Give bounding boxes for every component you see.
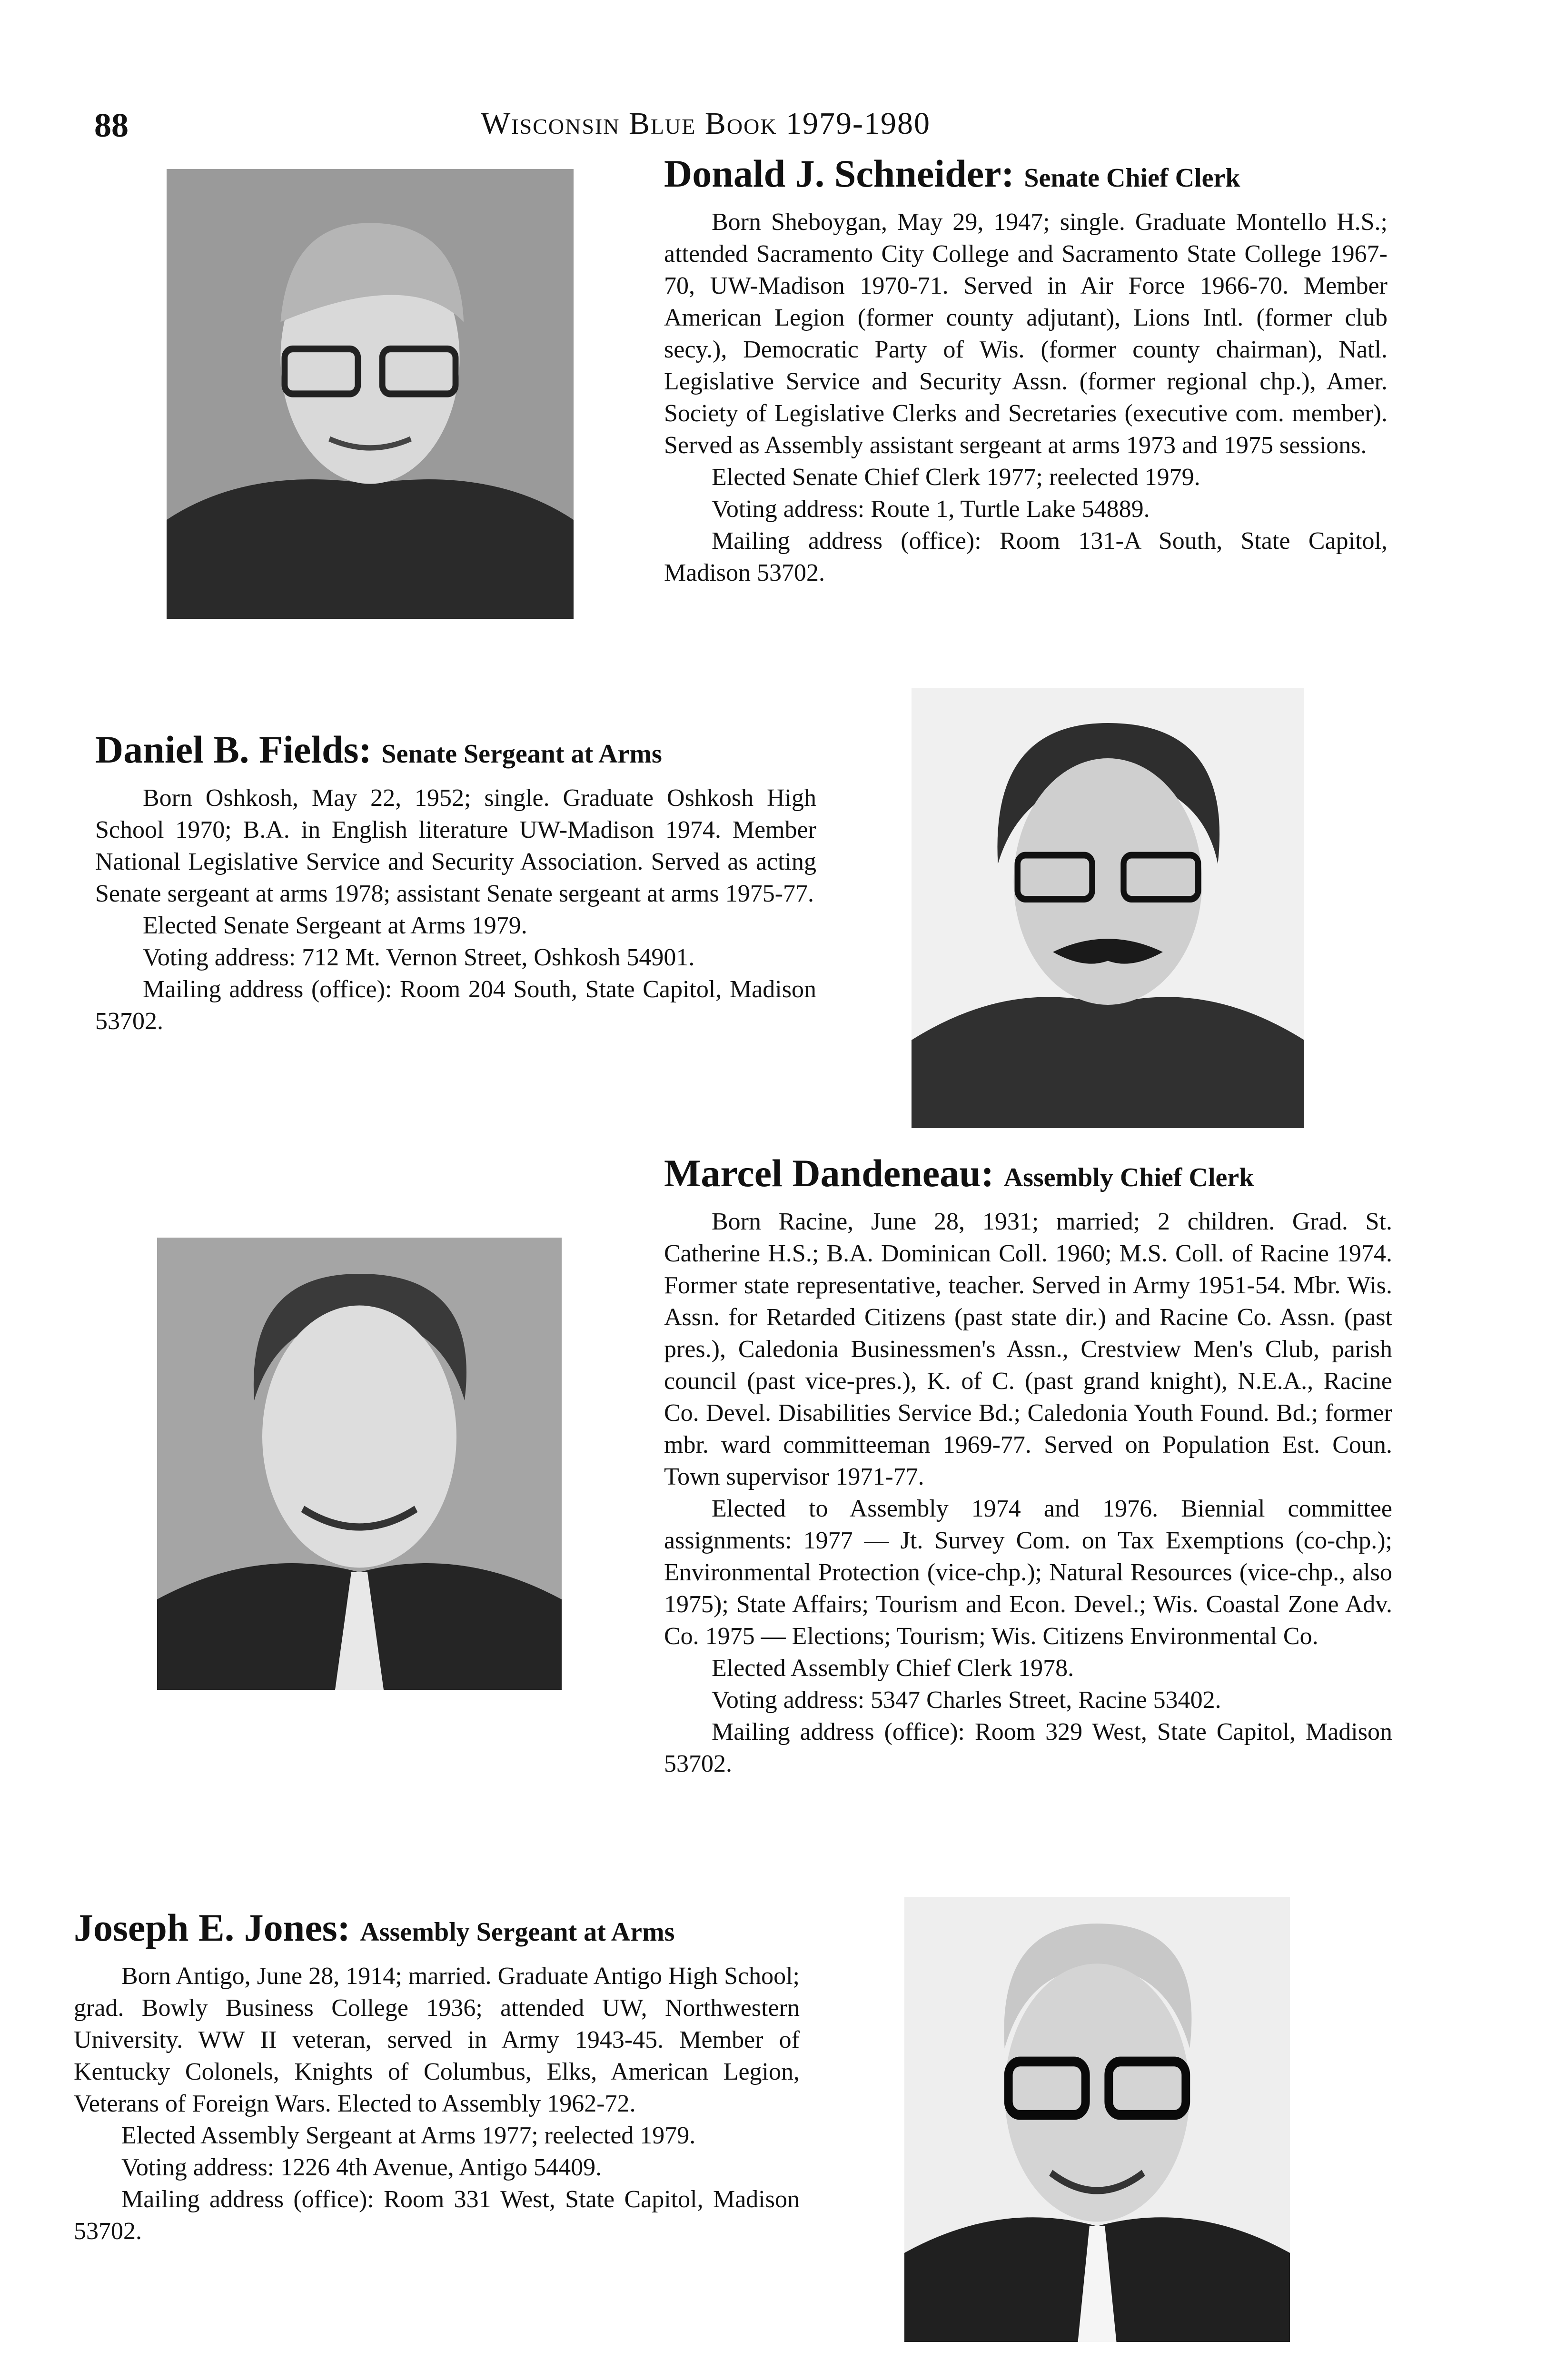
person-role: Assembly Chief Clerk xyxy=(1003,1163,1254,1192)
bio-heading-schneider xyxy=(664,152,1387,199)
bio-heading-jones xyxy=(74,1906,800,1954)
person-name: Joseph E. Jones: xyxy=(74,1906,350,1949)
person-name: Donald J. Schneider: xyxy=(664,152,1014,195)
voting-address: Voting address: Route 1, Turtle Lake 54889. xyxy=(712,496,1150,523)
bio-paragraph: Born Antigo, June 28, 1914; married. Graduate Antigo High School; grad. Bowly Business College 1936; attended UW, Northwestern University. WW II veteran, served in Army 1943-45. Member of Kentucky Colonels, Knights of Columbus, Elks, American Legion, Veterans of Foreign Wars. Elected to Assembly 1962-72. xyxy=(74,1963,800,2117)
mailing-address: Mailing address (office): Room 331 West, State Capitol, Madison 53702. xyxy=(74,2186,800,2245)
mailing-address: Mailing address (office): Room 329 West, State Capitol, Madison 53702. xyxy=(664,1718,1392,1777)
portrait-photo-dandeneau xyxy=(157,1238,562,1690)
voting-address: Voting address: 712 Mt. Vernon Street, Oshkosh 54901. xyxy=(143,944,695,971)
mailing-address: Mailing address (office): Room 204 South, State Capitol, Madison 53702. xyxy=(95,976,816,1035)
bio-fields xyxy=(95,728,816,1037)
bio-dandeneau xyxy=(664,1152,1392,1780)
portrait-photo-schneider xyxy=(167,169,574,619)
bio-jones xyxy=(74,1906,800,2247)
bio-paragraph: Elected Assembly Sergeant at Arms 1977; reelected 1979. xyxy=(121,2122,696,2149)
bio-paragraph: Elected Assembly Chief Clerk 1978. xyxy=(712,1655,1074,1682)
bio-paragraph: Elected Senate Chief Clerk 1977; reelected 1979. xyxy=(712,464,1200,491)
portrait-photo-jones xyxy=(904,1897,1290,2342)
page-number: 88 xyxy=(94,106,129,144)
mailing-address: Mailing address (office): Room 131-A South, State Capitol, Madison 53702. xyxy=(664,527,1387,586)
bio-paragraph: Born Oshkosh, May 22, 1952; single. Graduate Oshkosh High School 1970; B.A. in English literature UW-Madison 1974. Member National Legislative Service and Security Association. Served as acting Senate sergeant at arms 1978; assistant Senate sergeant at arms 1975-77. xyxy=(95,784,816,907)
running-title: Wisconsin Blue Book 1979-1980 xyxy=(481,106,931,141)
portrait-photo-fields xyxy=(912,688,1304,1128)
person-role: Senate Chief Clerk xyxy=(1024,163,1240,193)
bio-paragraph: Born Racine, June 28, 1931; married; 2 children. Grad. St. Catherine H.S.; B.A. Dominican Coll. 1960; M.S. Coll. of Racine 1974. Former state representative, teacher. Served in Army 1951-54. Mbr. Wis. Assn. for Retarded Citizens (past state dir.) and Racine Co. Assn. (past pres.), Caledonia Businessmen's Assn., Crestview Men's Club, parish council (past vice-pres.), K. of C. (past grand knight), N.E.A., Racine Co. Devel. Disabilities Service Bd.; Caledonia Youth Found. Bd.; former mbr. ward committeeman 1969-77. Served on Population Est. Coun. Town supervisor 1971-77. xyxy=(664,1208,1392,1490)
bio-schneider xyxy=(664,152,1387,589)
bio-paragraph: Elected Senate Sergeant at Arms 1979. xyxy=(143,912,527,939)
person-role: Senate Sergeant at Arms xyxy=(381,739,662,769)
bio-paragraph: Born Sheboygan, May 29, 1947; single. Graduate Montello H.S.; attended Sacramento City College and Sacramento State College 1967-70, UW-Madison 1970-71. Served in Air Force 1966-70. Member American Legion (former county adjutant), Lions Intl. (former club secy.), Democratic Party of Wis. (former county chairman), Natl. Legislative Service and Security Assn. (former regional chp.), Amer. Society of Legislative Clerks and Secretaries (executive com. member). Served as Assembly assistant sergeant at arms 1973 and 1975 sessions. xyxy=(664,208,1387,459)
person-role: Assembly Sergeant at Arms xyxy=(360,1917,675,1947)
person-name: Daniel B. Fields: xyxy=(95,728,372,771)
voting-address: Voting address: 5347 Charles Street, Racine 53402. xyxy=(712,1686,1221,1714)
person-name: Marcel Dandeneau: xyxy=(664,1151,994,1195)
voting-address: Voting address: 1226 4th Avenue, Antigo 54409. xyxy=(121,2154,602,2181)
bio-heading-dandeneau xyxy=(664,1152,1392,1199)
bio-paragraph: Elected to Assembly 1974 and 1976. Biennial committee assignments: 1977 — Jt. Survey Com. on Tax Exemptions (co-chp.); Environmental Protection (vice-chp.); Natural Resources (vice-chp., also 1975); State Affairs; Tourism and Econ. Devel.; Wis. Coastal Zone Adv. Co. 1975 — Elections; Tourism; Wis. Citizens Environmental Co. xyxy=(664,1495,1392,1650)
bio-heading-fields xyxy=(95,728,816,775)
